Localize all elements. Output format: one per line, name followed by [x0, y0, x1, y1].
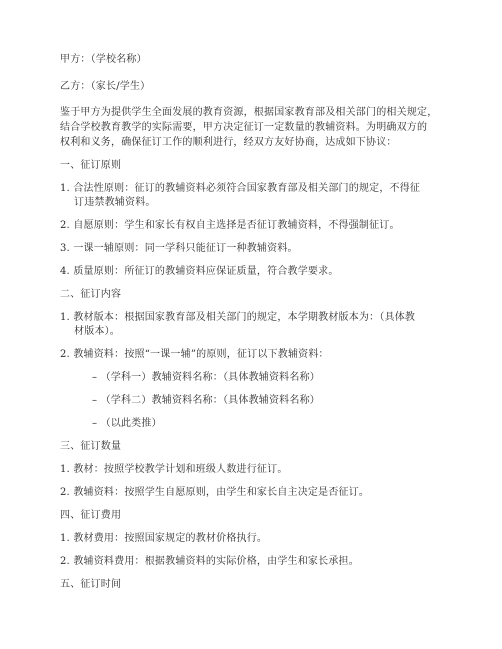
section2-bullet-1: – （学科一）教辅资料名称：（具体教辅资料名称）: [92, 372, 320, 383]
section2-item1-line1: 1. 教材版本：根据国家教育部及相关部门的规定，本学期教材版本为：（具体教: [60, 312, 416, 323]
section1-item1-line2: 订违禁教辅资料。: [74, 197, 156, 208]
party-a-line: 甲方：（学校名称）: [60, 54, 147, 65]
section4-item1: 1. 教材费用：按照国家规定的教材价格执行。: [60, 533, 268, 544]
section1-item4: 4. 质量原则：所征订的教辅资料应保证质量，符合教学要求。: [60, 266, 339, 277]
intro-line-2: 结合学校教育教学的实际需要，甲方决定征订一定数量的教辅资料。为明确双方的: [60, 122, 428, 133]
intro-line-3: 权利和义务，确保征订工作的顺利进行，经双方友好协商，达成如下协议：: [60, 137, 397, 148]
section2-item2: 2. 教辅资料：按照“一课一辅”的原则，征订以下教辅资料：: [60, 349, 329, 360]
section-heading-2: 二、征订内容: [60, 289, 122, 300]
section-heading-1: 一、征订原则: [60, 160, 122, 171]
party-b-line: 乙方：（家长/学生）: [60, 81, 151, 92]
section2-item1-line2: 材版本）。: [74, 326, 120, 337]
section-heading-3: 三、征订数量: [60, 441, 122, 452]
section4-item2: 2. 教辅资料费用：根据教辅资料的实际价格，由学生和家长承担。: [60, 556, 359, 567]
section1-item1-line1: 1. 合法性原则：征订的教辅资料必须符合国家教育部及相关部门的规定，不得征: [60, 183, 421, 194]
section1-item3: 3. 一课一辅原则：同一学科只能征订一种教辅资料。: [60, 243, 298, 254]
intro-line-1: 鉴于甲方为提供学生全面发展的教育资源，根据国家教育部及相关部门的相关规定，: [60, 107, 438, 118]
section-heading-4: 四、征订费用: [60, 510, 122, 521]
section1-item2: 2. 自愿原则：学生和家长有权自主选择是否征订教辅资料，不得强制征订。: [60, 220, 400, 231]
section3-item1: 1. 教材：按照学校教学计划和班级人数进行征订。: [60, 464, 288, 475]
section2-bullet-3: – （以此类推）: [92, 418, 162, 429]
section-heading-5: 五、征订时间: [60, 579, 122, 590]
section2-bullet-2: – （学科二）教辅资料名称：（具体教辅资料名称）: [92, 395, 320, 406]
section3-item2: 2. 教辅资料：按照学生自愿原则，由学生和家长自主决定是否征订。: [60, 487, 370, 498]
